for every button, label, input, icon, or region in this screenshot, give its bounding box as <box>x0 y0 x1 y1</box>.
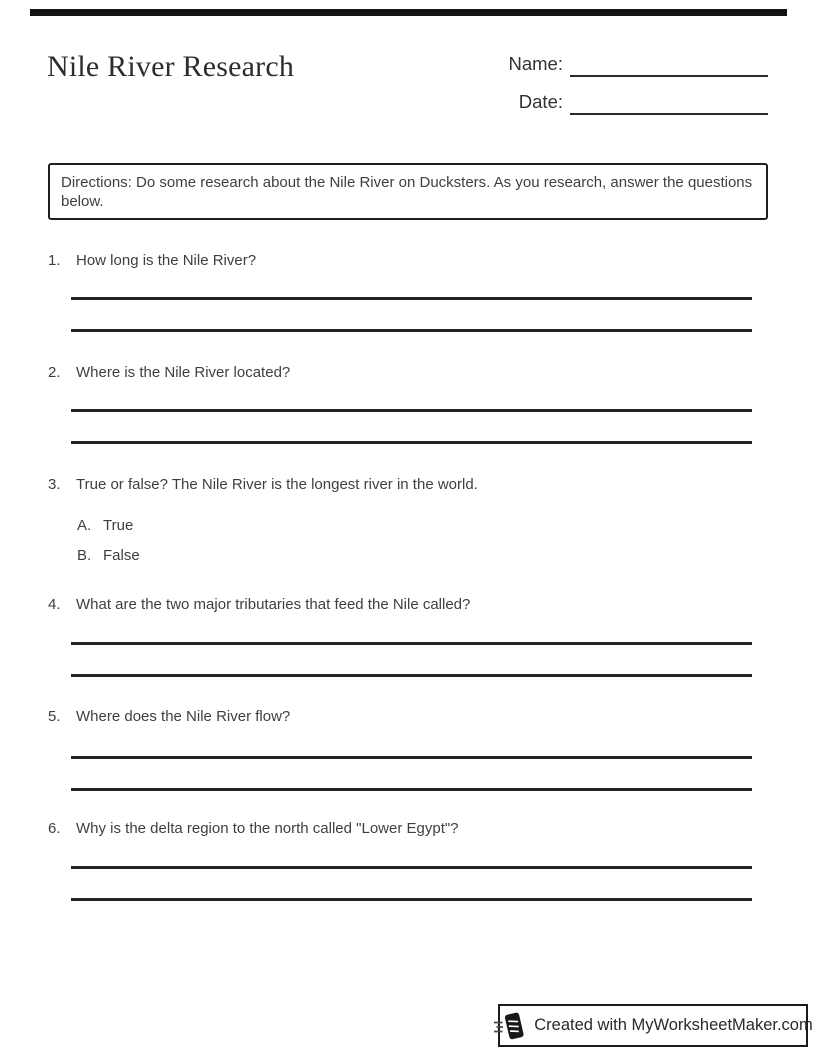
choice-b-letter: B. <box>77 547 92 564</box>
question-3-choice-a <box>77 517 133 535</box>
question-6-answer-line-1 <box>71 866 752 869</box>
question-4-text: What are the two major tributaries that feed the Nile called? <box>76 596 471 613</box>
question-4-answer-line-2 <box>71 674 752 677</box>
question-6 <box>48 820 459 838</box>
question-3-number: 3. <box>48 476 61 493</box>
question-1 <box>48 252 256 270</box>
worksheet-title: Nile River Research <box>47 50 295 83</box>
directions-box <box>48 163 768 220</box>
name-blank-line <box>570 48 768 77</box>
question-2-number: 2. <box>48 364 61 381</box>
footer-credit-box <box>498 1004 813 1047</box>
question-6-answer-line-2 <box>71 898 752 901</box>
flying-worksheet-icon <box>493 1009 526 1043</box>
question-6-text: Why is the delta region to the north called "Lower Egypt"? <box>76 820 459 837</box>
choice-b-label: False <box>103 547 140 564</box>
question-4-answer-line-1 <box>71 642 752 645</box>
choice-a-letter: A. <box>77 517 92 534</box>
date-label: Date: <box>518 91 563 112</box>
name-label: Name: <box>508 53 563 74</box>
question-5-answer-line-1 <box>71 756 752 759</box>
question-1-answer-line-1 <box>71 297 752 300</box>
date-field-row <box>470 88 768 115</box>
question-5-text: Where does the Nile River flow? <box>76 708 291 725</box>
question-1-number: 1. <box>48 252 61 269</box>
question-5 <box>48 708 290 726</box>
directions-text: Directions: Do some research about the Nile River on Ducksters. As you research, answer the questions below. <box>61 174 753 210</box>
question-3 <box>48 476 478 494</box>
footer-credit-text: Created with MyWorksheetMaker.com <box>534 1016 813 1034</box>
question-3-choice-b <box>77 547 140 565</box>
question-2-text: Where is the Nile River located? <box>76 364 291 381</box>
question-2-answer-line-2 <box>71 441 752 444</box>
name-field-row <box>470 50 768 77</box>
question-1-text: How long is the Nile River? <box>76 252 257 269</box>
question-3-text: True or false? The Nile River is the longest river in the world. <box>76 476 478 493</box>
question-4-number: 4. <box>48 596 61 613</box>
question-6-number: 6. <box>48 820 61 837</box>
top-decoration-bar <box>30 9 787 16</box>
question-2 <box>48 364 290 382</box>
choice-a-label: True <box>103 517 134 534</box>
question-4 <box>48 596 470 614</box>
question-1-answer-line-2 <box>71 329 752 332</box>
question-5-number: 5. <box>48 708 61 725</box>
date-blank-line <box>570 86 768 115</box>
question-5-answer-line-2 <box>71 788 752 791</box>
question-2-answer-line-1 <box>71 409 752 412</box>
